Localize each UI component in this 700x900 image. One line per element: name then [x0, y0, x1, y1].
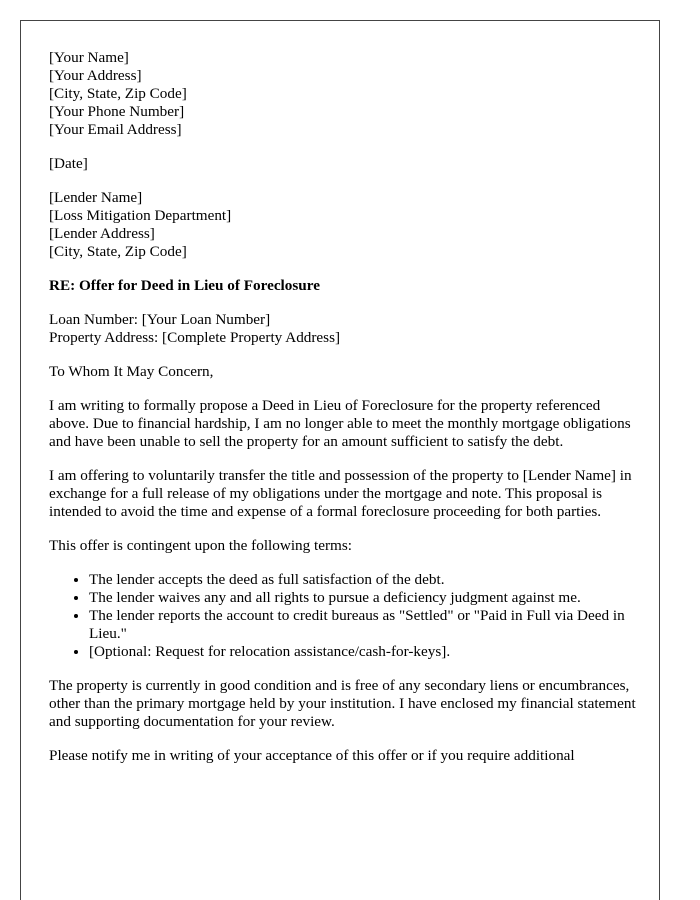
- letter-date: [Date]: [49, 155, 88, 172]
- subject-line: RE: Offer for Deed in Lieu of Foreclosure: [49, 277, 320, 294]
- paragraph-terms-intro: This offer is contingent upon the following terms:: [49, 537, 353, 554]
- terms-list: [49, 571, 639, 661]
- recipient-name: [Lender Name]: [49, 189, 143, 206]
- salutation: To Whom It May Concern,: [49, 363, 214, 380]
- term-item: • The lender waives any and all rights to pursue a deficiency judgment against me.: [89, 589, 639, 607]
- paragraph-offer: I am offering to voluntarily transfer the title and possession of the property to [Lender Name] in exchange for a full release of my obligations under the mortgage and note. This proposal is intended to avoid the time and expense of a formal foreclosure proceeding for both parties.: [49, 467, 632, 520]
- paragraph-notify: Please notify me in writing of your acceptance of this offer or if you require additional: [49, 747, 575, 764]
- sender-phone: [Your Phone Number]: [49, 103, 185, 120]
- paragraph-intro: I am writing to formally propose a Deed in Lieu of Foreclosure for the property referenced above. Due to financial hardship, I am no longer able to meet the monthly mortgage obligations and have been unable to sell the property for an amount sufficient to satisfy the debt.: [49, 397, 631, 450]
- recipient-city-state-zip: [City, State, Zip Code]: [49, 243, 187, 260]
- sender-block: [49, 49, 639, 139]
- paragraph-property-condition: The property is currently in good condition and is free of any secondary liens or encumbrances, other than the primary mortgage held by your institution. I have enclosed my financial statement and supporting documentation for your review.: [49, 677, 636, 730]
- sender-city-state-zip: [City, State, Zip Code]: [49, 85, 187, 102]
- date-line: [49, 155, 639, 173]
- recipient-department: [Loss Mitigation Department]: [49, 207, 232, 224]
- recipient-block: [49, 189, 639, 261]
- sender-name: [Your Name]: [49, 49, 129, 66]
- sender-email: [Your Email Address]: [49, 121, 182, 138]
- loan-number: Loan Number: [Your Loan Number]: [49, 311, 271, 328]
- term-item: • [Optional: Request for relocation assistance/cash-for-keys].: [89, 643, 639, 661]
- letter-page: [20, 20, 660, 900]
- sender-address: [Your Address]: [49, 67, 142, 84]
- property-address: Property Address: [Complete Property Address]: [49, 329, 341, 346]
- term-item: • The lender accepts the deed as full satisfaction of the debt.: [89, 571, 639, 589]
- recipient-address: [Lender Address]: [49, 225, 155, 242]
- reference-block: [49, 311, 639, 347]
- letter-content: [49, 49, 639, 781]
- term-item: • The lender reports the account to credit bureaus as "Settled" or "Paid in Full via Deed in Lieu.": [89, 607, 639, 643]
